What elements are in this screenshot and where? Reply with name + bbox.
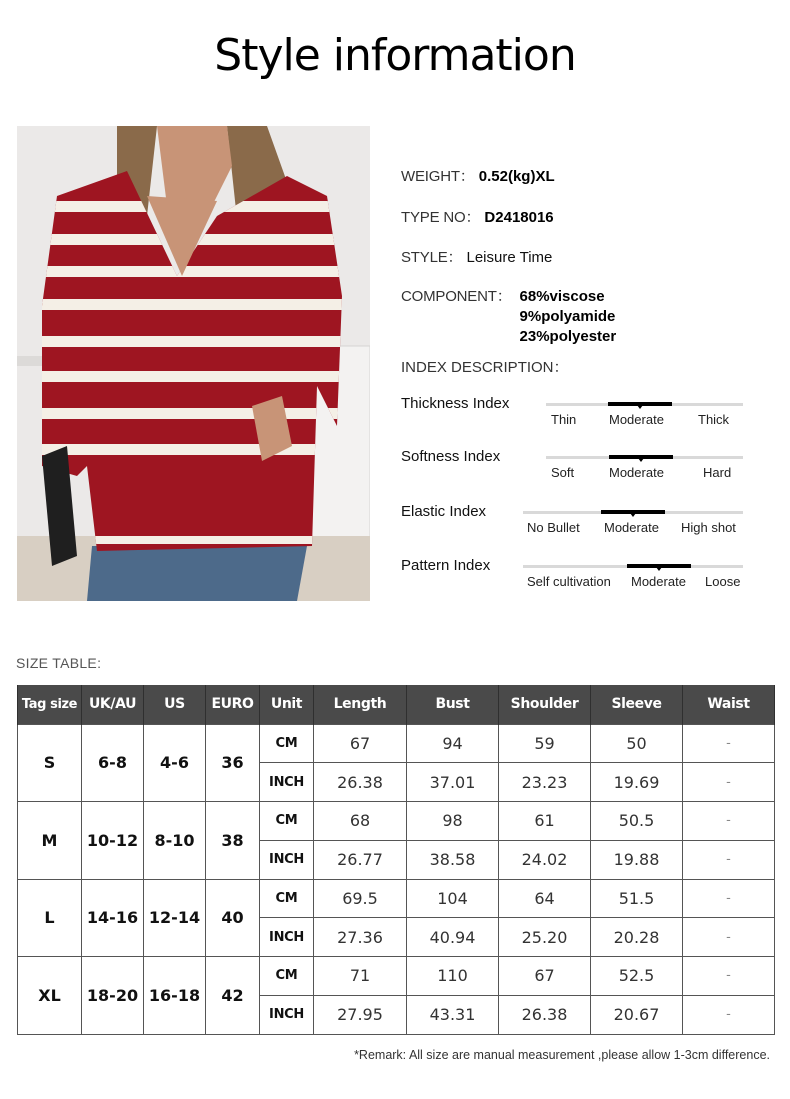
index-option: Self cultivation [527, 574, 611, 589]
remark-note: *Remark: All size are manual measurement ,please allow 1-3cm difference. [354, 1048, 770, 1062]
shoulder-cell: 59 [499, 724, 591, 763]
waist-cell: - [683, 995, 775, 1034]
column-header: Unit [260, 685, 314, 724]
waist-cell: - [683, 724, 775, 763]
us-cell: 12-14 [144, 879, 206, 957]
component-value: 23%polyester [519, 328, 617, 345]
waist-cell: - [683, 879, 775, 918]
softness-index [401, 448, 746, 488]
size-table-label: SIZE TABLE: [16, 655, 102, 671]
uk-au-cell: 18-20 [82, 957, 144, 1035]
bust-cell: 110 [407, 957, 499, 996]
waist-cell: - [683, 840, 775, 879]
sleeve-cell: 19.88 [591, 840, 683, 879]
column-header: Waist [683, 685, 775, 724]
index-option-selected: Moderate [631, 574, 686, 589]
index-option: Hard [703, 465, 732, 480]
euro-cell: 36 [206, 724, 260, 802]
index-name: Softness Index [401, 448, 501, 465]
index-marker-icon [638, 458, 644, 462]
weight-label: WEIGHT： [401, 168, 475, 185]
length-cell: 27.36 [314, 918, 407, 957]
waist-cell: - [683, 957, 775, 996]
column-header: Bust [407, 685, 499, 724]
type-no-row [401, 206, 554, 227]
page-title: Style information [214, 30, 576, 81]
index-name: Elastic Index [401, 503, 487, 520]
sleeve-cell: 20.67 [591, 995, 683, 1034]
waist-cell: - [683, 918, 775, 957]
size-table-header [18, 685, 775, 724]
bust-cell: 104 [407, 879, 499, 918]
euro-cell: 42 [206, 957, 260, 1035]
tag-size-cell: XL [18, 957, 82, 1035]
bust-cell: 37.01 [407, 763, 499, 802]
waist-cell: - [683, 763, 775, 802]
unit-cell: INCH [260, 995, 314, 1034]
weight-value: 0.52(kg)XL [478, 168, 555, 185]
thickness-index [401, 395, 746, 435]
uk-au-cell: 14-16 [82, 879, 144, 957]
shoulder-cell: 67 [499, 957, 591, 996]
bust-cell: 98 [407, 802, 499, 841]
index-option-selected: Moderate [609, 412, 664, 427]
index-marker-icon [656, 567, 662, 571]
index-option: Loose [705, 574, 741, 589]
type-no-label: TYPE NO： [401, 209, 481, 226]
unit-cell: CM [260, 957, 314, 996]
us-cell: 4-6 [144, 724, 206, 802]
column-header: Sleeve [591, 685, 683, 724]
shoulder-cell: 23.23 [499, 763, 591, 802]
tag-size-cell: S [18, 724, 82, 802]
length-cell: 69.5 [314, 879, 407, 918]
us-cell: 16-18 [144, 957, 206, 1035]
shoulder-cell: 25.20 [499, 918, 591, 957]
style-row [401, 246, 552, 267]
waist-cell: - [683, 802, 775, 841]
index-marker-icon [637, 405, 643, 409]
style-label: STYLE： [401, 249, 463, 266]
uk-au-cell: 10-12 [82, 802, 144, 880]
uk-au-cell: 6-8 [82, 724, 144, 802]
index-option: No Bullet [527, 520, 580, 535]
table-row [18, 724, 775, 763]
shoulder-cell: 26.38 [499, 995, 591, 1034]
shoulder-cell: 61 [499, 802, 591, 841]
unit-cell: CM [260, 802, 314, 841]
length-cell: 71 [314, 957, 407, 996]
index-option-selected: Moderate [604, 520, 659, 535]
euro-cell: 38 [206, 802, 260, 880]
elastic-index [401, 503, 746, 543]
unit-cell: CM [260, 724, 314, 763]
index-name: Pattern Index [401, 557, 491, 574]
column-header: Length [314, 685, 407, 724]
sleeve-cell: 52.5 [591, 957, 683, 996]
index-option: High shot [681, 520, 736, 535]
component-row [401, 287, 616, 347]
column-header: Tag size [18, 685, 82, 724]
us-cell: 8-10 [144, 802, 206, 880]
type-no-value: D2418016 [484, 209, 554, 226]
table-row [18, 802, 775, 841]
index-marker-icon [630, 513, 636, 517]
weight-row [401, 165, 555, 186]
length-cell: 26.38 [314, 763, 407, 802]
tag-size-cell: L [18, 879, 82, 957]
length-cell: 27.95 [314, 995, 407, 1034]
sleeve-cell: 51.5 [591, 879, 683, 918]
unit-cell: CM [260, 879, 314, 918]
tag-size-cell: M [18, 802, 82, 880]
size-table [17, 685, 775, 1035]
index-option: Thin [551, 412, 577, 427]
shoulder-cell: 24.02 [499, 840, 591, 879]
component-label: COMPONENT： [401, 288, 512, 305]
component-value: 9%polyamide [519, 308, 616, 325]
sleeve-cell: 50.5 [591, 802, 683, 841]
unit-cell: INCH [260, 840, 314, 879]
column-header: UK/AU [82, 685, 144, 724]
unit-cell: INCH [260, 763, 314, 802]
striped-sweater-model-image [17, 126, 370, 601]
style-value: Leisure Time [466, 249, 553, 266]
length-cell: 68 [314, 802, 407, 841]
sleeve-cell: 50 [591, 724, 683, 763]
index-description-label: INDEX DESCRIPTION： [401, 359, 569, 376]
sleeve-cell: 20.28 [591, 918, 683, 957]
pattern-index [401, 557, 746, 597]
index-option-selected: Moderate [609, 465, 664, 480]
unit-cell: INCH [260, 918, 314, 957]
product-photo [17, 126, 370, 601]
euro-cell: 40 [206, 879, 260, 957]
column-header: EURO [206, 685, 260, 724]
index-option: Thick [698, 412, 730, 427]
index-name: Thickness Index [401, 395, 510, 412]
bust-cell: 38.58 [407, 840, 499, 879]
bust-cell: 40.94 [407, 918, 499, 957]
length-cell: 67 [314, 724, 407, 763]
index-option: Soft [551, 465, 575, 480]
component-value: 68%viscose [519, 288, 605, 305]
bust-cell: 94 [407, 724, 499, 763]
length-cell: 26.77 [314, 840, 407, 879]
bust-cell: 43.31 [407, 995, 499, 1034]
shoulder-cell: 64 [499, 879, 591, 918]
column-header: Shoulder [499, 685, 591, 724]
table-row [18, 879, 775, 918]
column-header: US [144, 685, 206, 724]
sleeve-cell: 19.69 [591, 763, 683, 802]
table-row [18, 957, 775, 996]
